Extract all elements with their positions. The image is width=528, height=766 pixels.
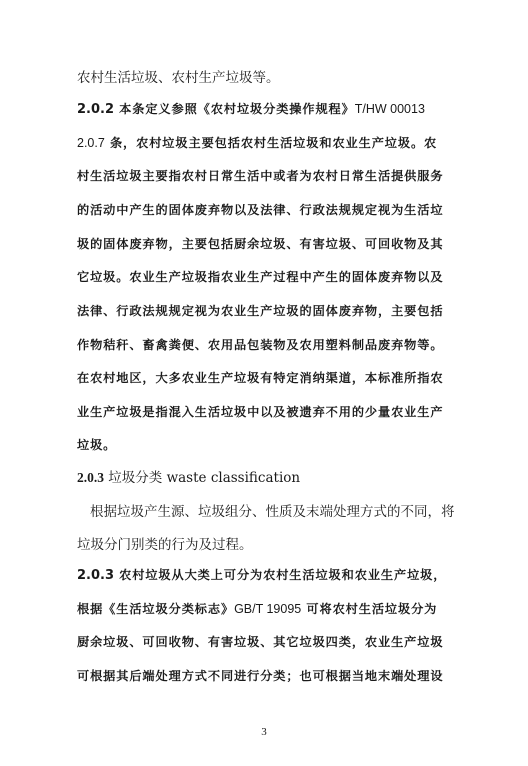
text-line: 2.0.7 条，农村垃圾主要包括农村生活垃圾和农业生产垃圾。农: [77, 136, 438, 150]
text-line: 根据《生活垃圾分类标志》GB/T 19095 可将农村生活垃圾分为: [77, 602, 438, 616]
text-line: 在农村地区，大多农业生产垃圾有特定消纳渠道，本标准所指农: [77, 371, 444, 385]
clause-2-0-2-heading: 2.0.2 本条定义参照《农村垃圾分类操作规程》T/HW 00013: [77, 102, 425, 117]
standard-reference: GB/T 19095: [234, 602, 302, 616]
text-line: 根据垃圾产生源、垃圾组分、性质及末端处理方式的不同，将: [90, 504, 455, 520]
section-title: 垃圾分类 waste classification: [104, 470, 301, 486]
text-line: 可根据其后端处理方式不同进行分类；也可根据当地末端处理设: [77, 669, 444, 683]
text-line: 垃圾分门别类的行为及过程。: [77, 537, 253, 553]
clause-2-0-3-commentary: 2.0.3 农村垃圾从大类上可分为农村生活垃圾和农业生产垃圾，: [77, 568, 447, 583]
text-line: 的活动中产生的固体废弃物以及法律、行政法规规定视为生活垃: [77, 203, 444, 217]
text-line: 圾的固体废弃物，主要包括厨余垃圾、有害垃圾、可回收物及其: [77, 237, 444, 251]
page-number: 3: [261, 726, 267, 738]
text-line: 农村生活垃圾、农村生产垃圾等。: [77, 70, 280, 86]
standard-reference: T/HW 00013: [354, 102, 425, 116]
section-2-0-3-heading: [77, 466, 300, 486]
text-line: 作物秸秆、畜禽粪便、农用品包装物及农用塑料制品废弃物等。: [77, 338, 444, 352]
section-number: 2.0.3: [77, 470, 104, 485]
text-line: 厨余垃圾、可回收物、有害垃圾、其它垃圾四类，农业生产垃圾: [77, 635, 444, 649]
text-line: 村生活垃圾主要指农村日常生活中或者为农村日常生活提供服务: [77, 169, 444, 183]
text-line: 业生产垃圾是指混入生活垃圾中以及被遗弃不用的少量农业生产: [77, 405, 444, 419]
clause-number: 2.0.2: [77, 102, 115, 117]
clause-number: 2.0.3: [77, 568, 115, 583]
text-line: 法律、行政法规规定视为农业生产垃圾的固体废弃物，主要包括: [77, 304, 444, 318]
text-line: 垃圾。: [77, 438, 117, 452]
text-line: 它垃圾。农业生产垃圾指农业生产过程中产生的固体废弃物以及: [77, 270, 444, 284]
